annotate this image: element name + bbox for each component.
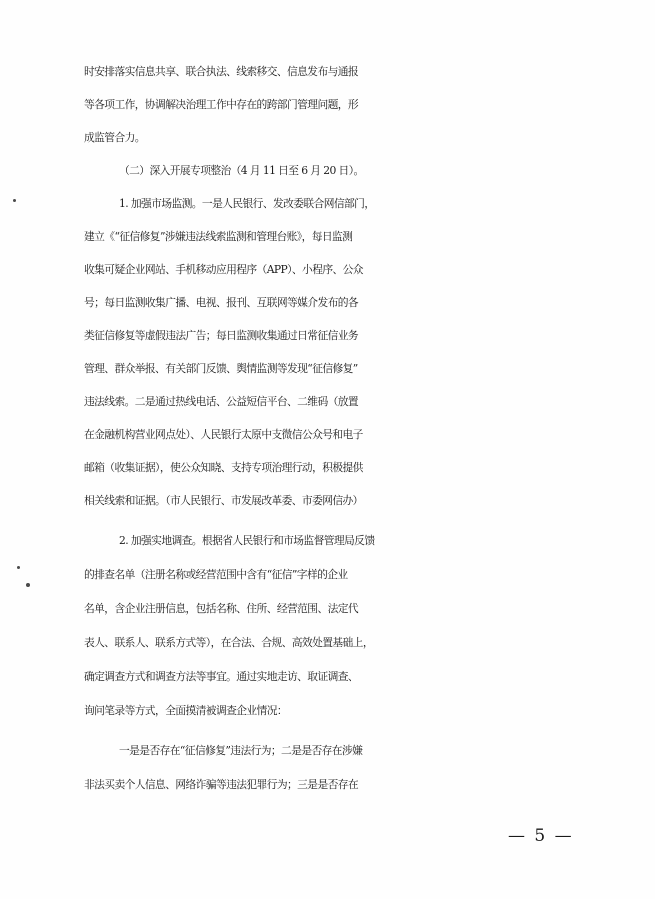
text-line: 非法买卖个人信息、网络诈骗等违法犯罪行为；三是是否存在	[84, 778, 359, 791]
text-line: 名单，含企业注册信息，包括名称、住所、经营范围、法定代	[84, 602, 359, 615]
text-line: 询问笔录等方式，全面摸清被调查企业情况：	[84, 704, 288, 717]
text-line: 相关线索和证据。（市人民银行、市发展改革委、市委网信办）	[84, 494, 363, 507]
subsection-heading: 2. 加强实地调查。根据省人民银行和市场监督管理局反馈	[119, 534, 375, 547]
text-line: 管理、群众举报、有关部门反馈、舆情监测等发现“征信修复”	[84, 362, 358, 375]
text-line: 成监管合力。	[84, 131, 145, 144]
text-line: 收集可疑企业网站、手机移动应用程序（APP）、小程序、公众	[84, 263, 363, 276]
text-line: 表人、联系人、联系方式等），在合法、合规、高效处置基础上，	[84, 636, 373, 649]
page-number: — 5 —	[508, 826, 574, 846]
section-heading: （二）深入开展专项整治（4 月 11 日至 6 月 20 日）。	[119, 164, 364, 177]
subsection-heading: 1. 加强市场监测。一是人民银行、发改委联合网信部门，	[119, 197, 375, 210]
text-line: 的排查名单（注册名称或经营范围中含有“征信”字样的企业	[84, 568, 348, 581]
text-line: 确定调查方式和调查方法等事宜。通过实地走访、取证调查、	[84, 670, 359, 683]
text-line: 等各项工作，协调解决治理工作中存在的跨部门管理问题，形	[84, 98, 359, 111]
text-line: 邮箱（收集证据），使公众知晓、支持专项治理行动，积极提供	[84, 461, 363, 474]
text-line: 在金融机构营业网点处）、人民银行太原中支微信公众号和电子	[84, 428, 363, 441]
text-line: 建立《“征信修复”涉嫌违法线索监测和管理台账》，每日监测	[84, 230, 353, 243]
text-line: 号；每日监测收集广播、电视、报刊、互联网等媒介发布的各	[84, 296, 359, 309]
text-line: 一是是否存在“征信修复”违法行为；二是是否存在涉嫌	[119, 744, 363, 757]
text-line: 时安排落实信息共享、联合执法、线索移交、信息发布与通报	[84, 65, 359, 78]
text-line: 类征信修复等虚假违法广告；每日监测收集通过日常征信业务	[84, 329, 359, 342]
text-line: 违法线索。二是通过热线电话、公益短信平台、二维码（放置	[84, 395, 359, 408]
